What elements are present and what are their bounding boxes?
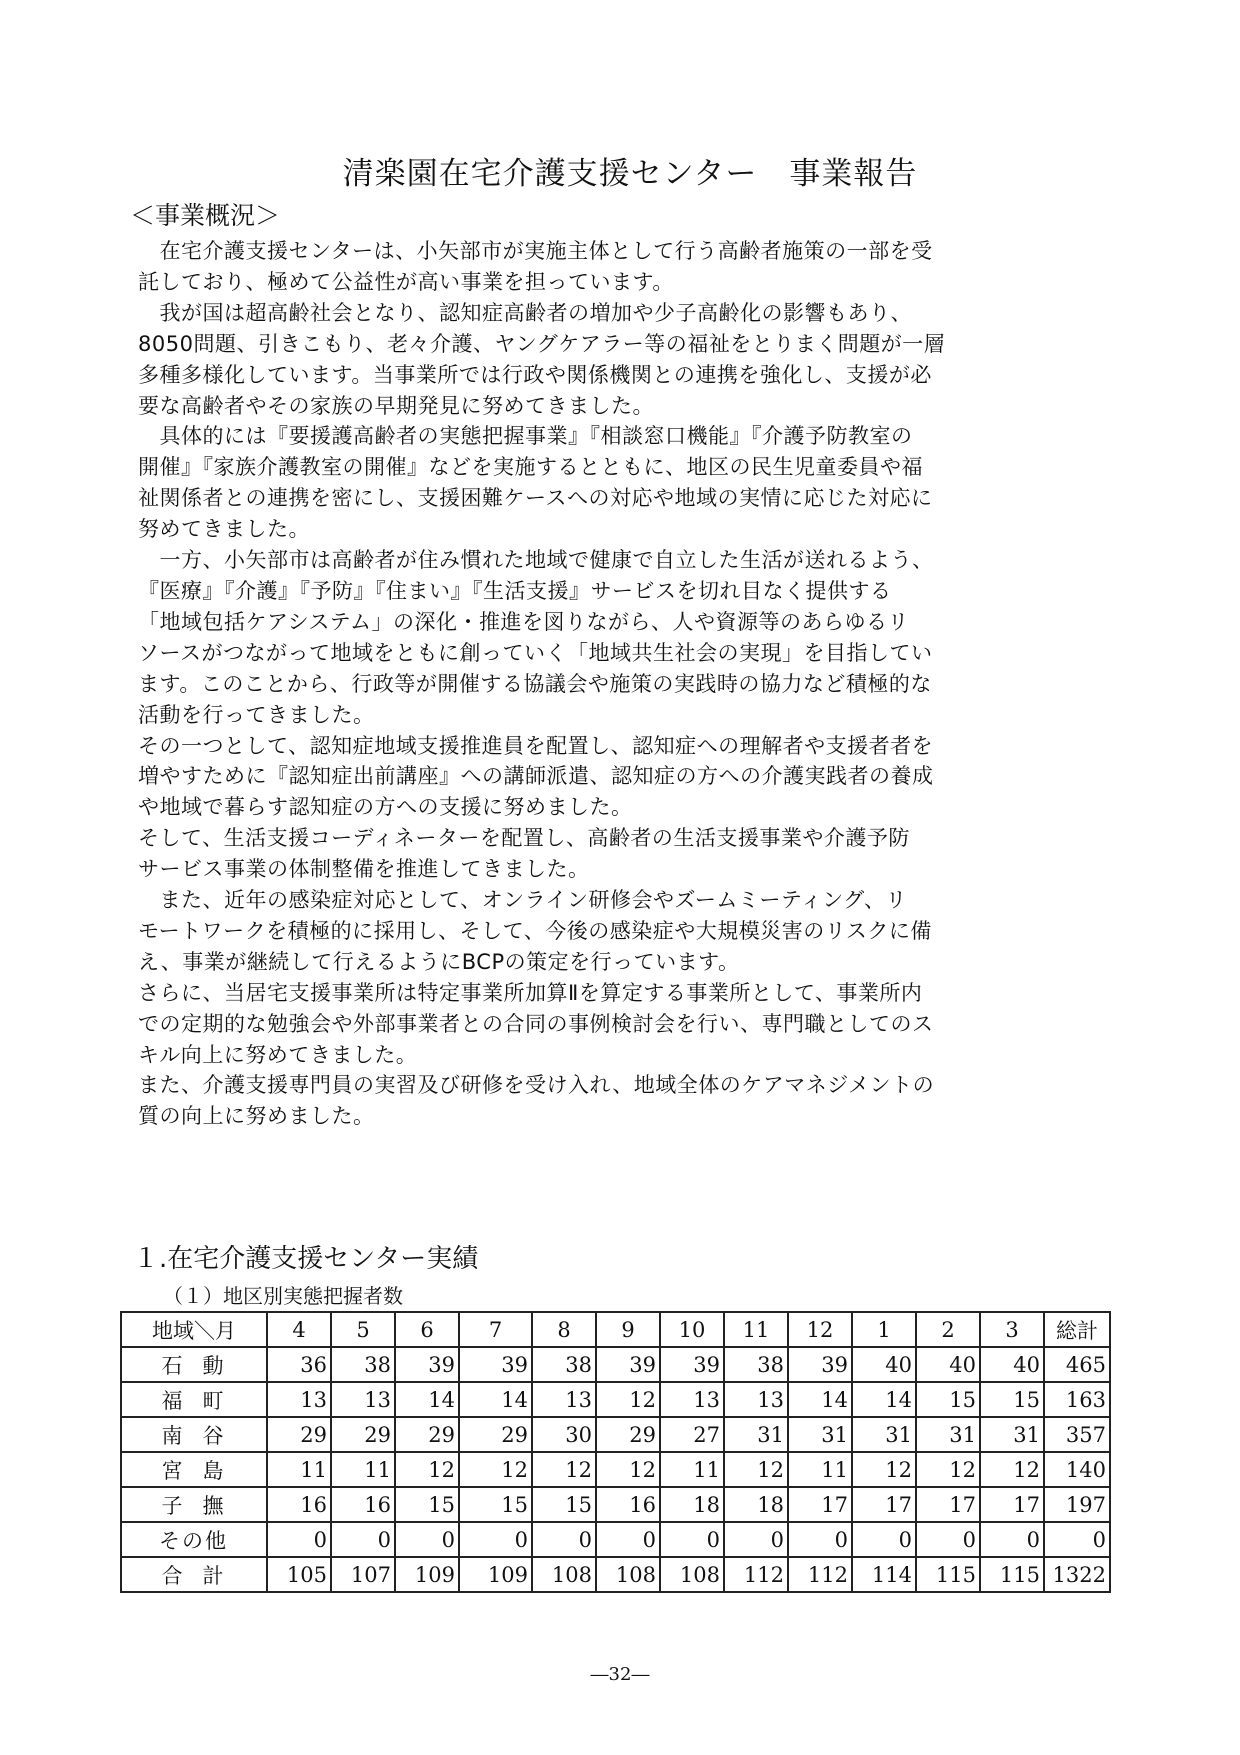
value-cell: 13 bbox=[532, 1382, 596, 1417]
region-cell: その他 bbox=[121, 1522, 267, 1557]
value-cell: 12 bbox=[596, 1452, 660, 1487]
row-total-cell: 1322 bbox=[1044, 1557, 1110, 1592]
row-total-cell: 465 bbox=[1044, 1347, 1110, 1382]
paragraph bbox=[138, 545, 1078, 730]
value-cell: 115 bbox=[980, 1557, 1044, 1592]
paragraph-line: また、介護支援専門員の実習及び研修を受け入れ、地域全体のケアマネジメントの bbox=[138, 1073, 935, 1098]
value-cell: 108 bbox=[660, 1557, 724, 1592]
region-cell: 合計 bbox=[121, 1557, 267, 1592]
paragraph-line: 祉関係者との連携を密にし、支援困難ケースへの対応や地域の実情に応じた対応に bbox=[138, 486, 933, 511]
value-cell: 11 bbox=[267, 1452, 331, 1487]
region-cell: 石動 bbox=[121, 1347, 267, 1382]
value-cell: 109 bbox=[395, 1557, 459, 1592]
table-header-row bbox=[121, 1312, 1110, 1347]
month-header: 7 bbox=[459, 1312, 532, 1347]
value-cell: 13 bbox=[267, 1382, 331, 1417]
value-cell: 29 bbox=[459, 1417, 532, 1452]
month-header: 1 bbox=[852, 1312, 916, 1347]
paragraph-line: 具体的には『要援護高齢者の実態把握事業』『相談窓口機能』『介護予防教室の bbox=[138, 424, 913, 449]
table-row bbox=[121, 1382, 1110, 1417]
value-cell: 39 bbox=[660, 1347, 724, 1382]
paragraph-line: え、事業が継続して行えるようにBCPの策定を行っています。 bbox=[138, 949, 740, 974]
value-cell: 31 bbox=[852, 1417, 916, 1452]
value-cell: 40 bbox=[852, 1347, 916, 1382]
value-cell: 15 bbox=[980, 1382, 1044, 1417]
paragraph-line: さらに、当居宅支援事業所は特定事業所加算Ⅱを算定する事業所として、事業所内 bbox=[138, 980, 923, 1005]
value-cell: 11 bbox=[331, 1452, 395, 1487]
region-cell: 宮島 bbox=[121, 1452, 267, 1487]
value-cell: 13 bbox=[660, 1382, 724, 1417]
value-cell: 12 bbox=[395, 1452, 459, 1487]
paragraph bbox=[138, 1070, 1078, 1132]
paragraph-line: 一方、小矢部市は高齢者が住み慣れた地域で健康で自立した生活が送れるよう、 bbox=[138, 548, 934, 573]
corner-header: 地域＼月 bbox=[121, 1312, 267, 1347]
paragraph-line: サービス事業の体制整備を推進してきました。 bbox=[138, 857, 590, 882]
value-cell: 30 bbox=[532, 1417, 596, 1452]
paragraph-line: また、近年の感染症対応として、オンライン研修会やズームミーティング、リ bbox=[138, 888, 907, 913]
value-cell: 12 bbox=[724, 1452, 788, 1487]
value-cell: 14 bbox=[395, 1382, 459, 1417]
table-row bbox=[121, 1417, 1110, 1452]
value-cell: 36 bbox=[267, 1347, 331, 1382]
value-cell: 31 bbox=[916, 1417, 980, 1452]
paragraph-line: その一つとして、認知症地域支援推進員を配置し、認知症への理解者や支援者者を bbox=[138, 733, 934, 758]
results-heading: １.在宅介護支援センター実績 bbox=[133, 1244, 479, 1274]
row-total-cell: 197 bbox=[1044, 1487, 1110, 1522]
value-cell: 16 bbox=[596, 1487, 660, 1522]
value-cell: 13 bbox=[331, 1382, 395, 1417]
paragraph-line: 『医療』『介護』『予防』『住まい』『生活支援』サービスを切れ目なく提供する bbox=[138, 578, 892, 603]
value-cell: 15 bbox=[532, 1487, 596, 1522]
value-cell: 0 bbox=[916, 1522, 980, 1557]
paragraph bbox=[138, 823, 1078, 885]
paragraph-line: そして、生活支援コーディネーターを配置し、高齢者の生活支援事業や介護予防 bbox=[138, 826, 910, 851]
value-cell: 12 bbox=[852, 1452, 916, 1487]
value-cell: 114 bbox=[852, 1557, 916, 1592]
value-cell: 109 bbox=[459, 1557, 532, 1592]
paragraph-line: 質の向上に努めました。 bbox=[138, 1104, 375, 1129]
paragraph-line: 増やすために『認知症出前講座』への講師派遣、認知症の方への介護実践者の養成 bbox=[138, 764, 934, 789]
month-header: 9 bbox=[596, 1312, 660, 1347]
value-cell: 0 bbox=[331, 1522, 395, 1557]
region-cell: 南谷 bbox=[121, 1417, 267, 1452]
value-cell: 0 bbox=[267, 1522, 331, 1557]
paragraph-line: 「地域包括ケアシステム」の深化・推進を図りながら、人や資源等のあらゆるリ bbox=[138, 609, 910, 634]
region-stats-table bbox=[120, 1311, 1111, 1593]
value-cell: 11 bbox=[660, 1452, 724, 1487]
month-header: 4 bbox=[267, 1312, 331, 1347]
table-row bbox=[121, 1557, 1110, 1592]
value-cell: 38 bbox=[724, 1347, 788, 1382]
value-cell: 0 bbox=[724, 1522, 788, 1557]
value-cell: 12 bbox=[916, 1452, 980, 1487]
month-header: 12 bbox=[788, 1312, 852, 1347]
paragraph bbox=[138, 298, 1078, 422]
paragraph-line: 8050問題、引きこもり、老々介護、ヤングケアラー等の福祉をとりまく問題が一層 bbox=[138, 331, 946, 356]
overview-body bbox=[138, 236, 1078, 1132]
value-cell: 0 bbox=[596, 1522, 660, 1557]
value-cell: 15 bbox=[916, 1382, 980, 1417]
table-row bbox=[121, 1452, 1110, 1487]
value-cell: 39 bbox=[395, 1347, 459, 1382]
table-row bbox=[121, 1487, 1110, 1522]
page-title: 清楽園在宅介護支援センター 事業報告 bbox=[342, 156, 918, 192]
paragraph-line: 在宅介護支援センターは、小矢部市が実施主体として行う高齢者施策の一部を受 bbox=[138, 239, 933, 263]
value-cell: 14 bbox=[852, 1382, 916, 1417]
paragraph-line: 開催』『家族介護教室の開催』などを実施するとともに、地区の民生児童委員や福 bbox=[138, 455, 923, 480]
value-cell: 39 bbox=[596, 1347, 660, 1382]
value-cell: 31 bbox=[788, 1417, 852, 1452]
value-cell: 18 bbox=[660, 1487, 724, 1522]
page-number: ―32― bbox=[590, 1664, 650, 1685]
value-cell: 12 bbox=[980, 1452, 1044, 1487]
region-cell: 福町 bbox=[121, 1382, 267, 1417]
value-cell: 40 bbox=[980, 1347, 1044, 1382]
value-cell: 108 bbox=[532, 1557, 596, 1592]
value-cell: 14 bbox=[459, 1382, 532, 1417]
value-cell: 0 bbox=[788, 1522, 852, 1557]
paragraph-line: や地域で暮らす認知症の方への支援に努めました。 bbox=[138, 795, 633, 820]
overview-heading: ＜事業概況＞ bbox=[130, 201, 281, 230]
value-cell: 39 bbox=[459, 1347, 532, 1382]
paragraph bbox=[138, 978, 1078, 1071]
value-cell: 17 bbox=[788, 1487, 852, 1522]
value-cell: 108 bbox=[596, 1557, 660, 1592]
value-cell: 17 bbox=[916, 1487, 980, 1522]
value-cell: 29 bbox=[267, 1417, 331, 1452]
paragraph bbox=[138, 421, 1078, 545]
value-cell: 12 bbox=[532, 1452, 596, 1487]
paragraph-line: 要な高齢者やその家族の早期発見に努めてきました。 bbox=[138, 393, 654, 418]
paragraph-line: 活動を行ってきました。 bbox=[138, 702, 375, 727]
value-cell: 17 bbox=[980, 1487, 1044, 1522]
month-header: 2 bbox=[916, 1312, 980, 1347]
value-cell: 17 bbox=[852, 1487, 916, 1522]
value-cell: 29 bbox=[596, 1417, 660, 1452]
value-cell: 39 bbox=[788, 1347, 852, 1382]
value-cell: 15 bbox=[395, 1487, 459, 1522]
paragraph-line: 我が国は超高齢社会となり、認知症高齢者の増加や少子高齢化の影響もあり、 bbox=[138, 300, 912, 325]
month-header: 10 bbox=[660, 1312, 724, 1347]
value-cell: 0 bbox=[395, 1522, 459, 1557]
value-cell: 31 bbox=[980, 1417, 1044, 1452]
value-cell: 112 bbox=[724, 1557, 788, 1592]
value-cell: 38 bbox=[331, 1347, 395, 1382]
paragraph-line: 託しており、極めて公益性が高い事業を担っています。 bbox=[138, 269, 674, 294]
value-cell: 14 bbox=[788, 1382, 852, 1417]
value-cell: 0 bbox=[660, 1522, 724, 1557]
value-cell: 15 bbox=[459, 1487, 532, 1522]
month-header: 11 bbox=[724, 1312, 788, 1347]
paragraph-line: キル向上に努めてきました。 bbox=[138, 1042, 418, 1067]
value-cell: 107 bbox=[331, 1557, 395, 1592]
month-header: 5 bbox=[331, 1312, 395, 1347]
paragraph-line: 多種多様化しています。当事業所では行政や関係機関との連携を強化し、支援が必 bbox=[138, 362, 932, 387]
paragraph bbox=[138, 885, 1078, 978]
value-cell: 0 bbox=[532, 1522, 596, 1557]
row-total-cell: 140 bbox=[1044, 1452, 1110, 1487]
month-header: 6 bbox=[395, 1312, 459, 1347]
row-total-cell: 163 bbox=[1044, 1382, 1110, 1417]
paragraph-line: ソースがつながって地域をともに創っていく「地域共生社会の実現」を目指してい bbox=[138, 640, 933, 665]
value-cell: 0 bbox=[852, 1522, 916, 1557]
value-cell: 40 bbox=[916, 1347, 980, 1382]
value-cell: 16 bbox=[267, 1487, 331, 1522]
value-cell: 112 bbox=[788, 1557, 852, 1592]
value-cell: 12 bbox=[596, 1382, 660, 1417]
table-row bbox=[121, 1347, 1110, 1382]
value-cell: 29 bbox=[395, 1417, 459, 1452]
value-cell: 38 bbox=[532, 1347, 596, 1382]
month-header: 8 bbox=[532, 1312, 596, 1347]
value-cell: 0 bbox=[980, 1522, 1044, 1557]
value-cell: 29 bbox=[331, 1417, 395, 1452]
value-cell: 13 bbox=[724, 1382, 788, 1417]
value-cell: 16 bbox=[331, 1487, 395, 1522]
value-cell: 18 bbox=[724, 1487, 788, 1522]
paragraph bbox=[138, 236, 1078, 298]
paragraph-line: での定期的な勉強会や外部事業者との合同の事例検討会を行い、専門職としてのス bbox=[138, 1011, 934, 1036]
paragraph-line: ます。このことから、行政等が開催する協議会や施策の実践時の協力など積極的な bbox=[138, 671, 932, 696]
value-cell: 31 bbox=[724, 1417, 788, 1452]
total-header: 総計 bbox=[1044, 1312, 1110, 1347]
value-cell: 115 bbox=[916, 1557, 980, 1592]
value-cell: 105 bbox=[267, 1557, 331, 1592]
paragraph-line: モートワークを積極的に採用し、そして、今後の感染症や大規模災害のリスクに備 bbox=[138, 918, 932, 943]
subsection-heading: （１）地区別実態把握者数 bbox=[163, 1284, 403, 1308]
table-row bbox=[121, 1522, 1110, 1557]
paragraph-line: 努めてきました。 bbox=[138, 517, 310, 542]
row-total-cell: 0 bbox=[1044, 1522, 1110, 1557]
region-cell: 子撫 bbox=[121, 1487, 267, 1522]
row-total-cell: 357 bbox=[1044, 1417, 1110, 1452]
month-header: 3 bbox=[980, 1312, 1044, 1347]
value-cell: 27 bbox=[660, 1417, 724, 1452]
paragraph bbox=[138, 731, 1078, 824]
value-cell: 12 bbox=[459, 1452, 532, 1487]
value-cell: 11 bbox=[788, 1452, 852, 1487]
value-cell: 0 bbox=[459, 1522, 532, 1557]
